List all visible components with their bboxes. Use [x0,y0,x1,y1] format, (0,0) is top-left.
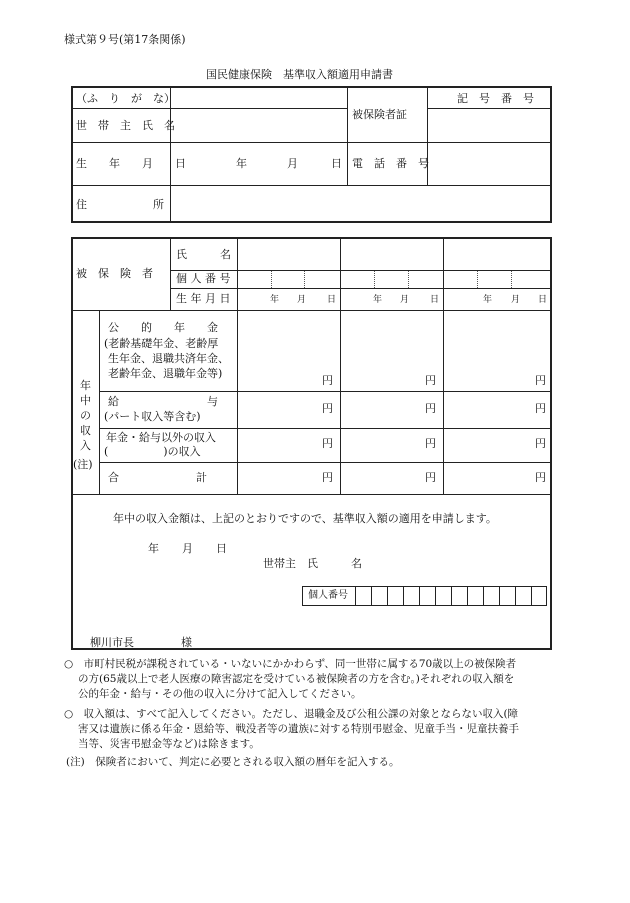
phone-field[interactable] [429,144,549,184]
furigana-label: （ふ り が な） [76,92,175,105]
salary-amount-2[interactable] [342,393,422,427]
declaration-year-unit: 年 [148,542,159,555]
insured-2-mynumber-field[interactable] [342,271,442,287]
note-1-line-2: の方(65歳以上で老人医療の障害認定を受けている被保険者の方を含む。)それぞれの収入額を [78,673,515,685]
other-amount-1[interactable] [239,430,319,461]
mayor-label: 柳川市長 [90,636,134,649]
total-amount-3[interactable] [445,464,533,493]
note-mark: (注) [73,458,93,471]
pension-amount-1[interactable] [239,312,319,390]
insured-1-name-field[interactable] [239,239,339,269]
birthdate-label: 生 年 月 日 [76,157,186,170]
annual-income-side-label: 年中の収入 [80,379,91,452]
birth-month-unit: 月 [287,157,298,170]
form-number: 様式第９号(第17条関係) [64,33,186,46]
salary-sub-label: (パート収入等含む) [104,410,201,423]
insured-mynumber-label: 個 人 番 号 [176,272,231,285]
c2-day-unit: 日 [430,295,440,305]
yen-pension-2: 円 [425,374,436,387]
pension-amount-2[interactable] [342,312,422,390]
yen-pension-1: 円 [322,374,333,387]
sama-label: 様 [181,636,192,649]
salary-amount-3[interactable] [445,393,533,427]
declaration-mynumber-label: 個人番号 [308,590,348,601]
phone-label: 電 話 番 号 [352,157,429,170]
pension-detail-2: 生年金、退職共済年金、 [108,352,229,365]
c2-year-unit: 年 [373,295,383,305]
other-amount-3[interactable] [445,430,533,461]
household-head-name-label: 世 帯 主 氏 名 [76,119,175,132]
insured-2-name-field[interactable] [342,239,442,269]
other-income-label-1: 年金・給与以外の収入 [106,431,216,444]
household-head-name-field[interactable] [172,110,345,141]
insured-name-label: 氏 名 [176,248,231,261]
pension-detail-3: 老齢年金、退職年金等) [108,367,223,380]
insured-1-mynumber-field[interactable] [239,271,339,287]
yen-total-1: 円 [322,471,333,484]
c1-month-unit: 月 [297,295,307,305]
c3-month-unit: 月 [511,295,521,305]
yen-other-1: 円 [322,437,333,450]
c3-day-unit: 日 [538,295,548,305]
declaration-mynumber-field[interactable] [356,587,546,605]
total-amount-1[interactable] [239,464,319,493]
birth-day-unit: 日 [331,157,342,170]
card-number-label: 記 号 番 号 [457,92,534,105]
birth-year-unit: 年 [236,157,247,170]
note-1-line-3: 公的年金・給与・その他の収入に分けて記入してください。 [78,688,362,700]
address-label: 住 所 [76,198,164,211]
yen-salary-1: 円 [322,402,333,415]
insured-birth-label: 生 年 月 日 [176,292,231,305]
total-label: 合 計 [108,471,207,484]
insured-label: 被 保 険 者 [76,267,153,280]
salary-label: 給 与 [108,395,218,408]
yen-total-2: 円 [425,471,436,484]
form-title: 国民健康保険 基準収入額適用申請書 [206,68,393,81]
c2-month-unit: 月 [400,295,410,305]
yen-other-2: 円 [425,437,436,450]
yen-pension-3: 円 [535,374,546,387]
other-amount-2[interactable] [342,430,422,461]
insured-3-name-field[interactable] [445,239,550,269]
insured-3-mynumber-field[interactable] [445,271,550,287]
pension-detail-1: (老齢基礎年金、老齢厚 [104,337,219,350]
note-2-line-2: 害又は遺族に係る年金・恩給等、戦没者等の遺族に対する特別弔慰金、児童手当・児童扶養手 [78,723,519,735]
pension-amount-3[interactable] [445,312,533,390]
note-2-line-1: ○ 収入額は、すべて記入してください。ただし、退職金及び公租公課の対象とならない収入(障 [64,708,519,720]
card-number-field[interactable] [429,110,549,141]
declaration-head-label: 世帯主 氏 名 [263,557,362,570]
c1-day-unit: 日 [327,295,337,305]
furigana-field[interactable] [172,89,345,107]
other-income-label-2: ( )の収入 [104,445,201,458]
declaration-statement: 年中の収入金額は、上記のとおりですので、基準収入額の適用を申請します。 [113,512,497,525]
declaration-day-unit: 日 [216,542,227,555]
yen-other-3: 円 [535,437,546,450]
c1-year-unit: 年 [270,295,280,305]
yen-salary-3: 円 [535,402,546,415]
declaration-month-unit: 月 [182,542,193,555]
note-3: (注) 保険者において、判定に必要とされる収入額の暦年を記入する。 [66,756,400,768]
salary-amount-1[interactable] [239,393,319,427]
yen-salary-2: 円 [425,402,436,415]
address-field[interactable] [172,187,549,221]
c3-year-unit: 年 [483,295,493,305]
total-amount-2[interactable] [342,464,422,493]
note-2-line-3: 当等、災害弔慰金等など)は除きます。 [78,738,260,750]
insurance-card-label: 被保険者証 [352,108,407,121]
pension-label: 公 的 年 金 [108,321,218,334]
declaration-head-name-field[interactable] [370,553,540,573]
yen-total-3: 円 [535,471,546,484]
note-1-line-1: ○ 市町村民税が課税されている・いないにかかわらず、同一世帯に属する70歳以上の被保険者 [64,658,517,670]
